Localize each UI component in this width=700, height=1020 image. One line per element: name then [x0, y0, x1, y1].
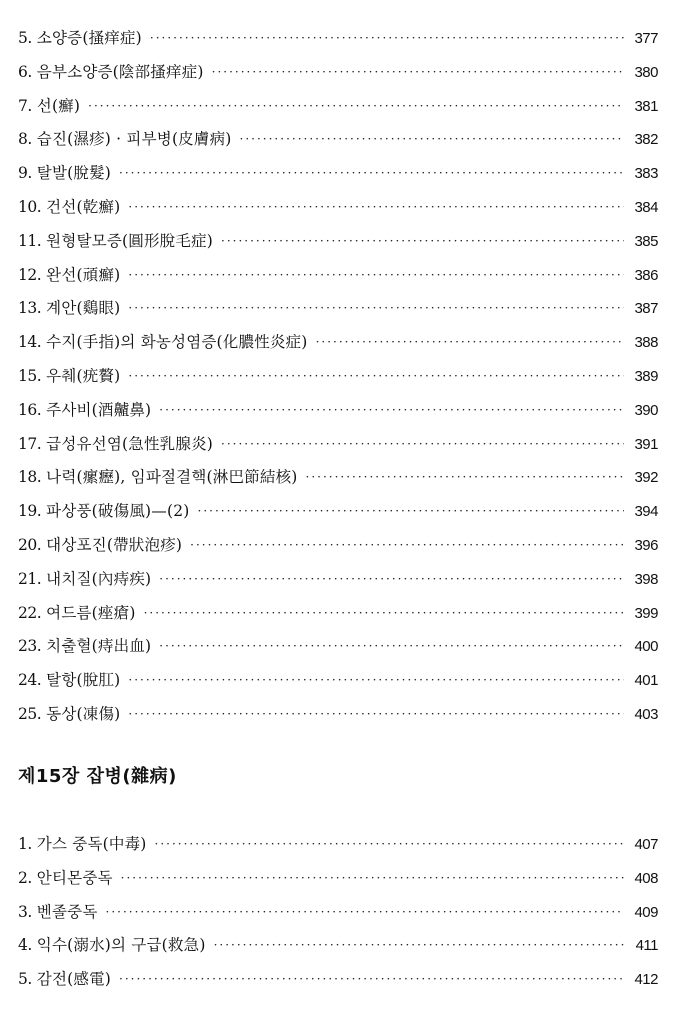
entry-number: 15.: [18, 366, 42, 385]
dot-leader: [316, 326, 624, 360]
toc-entry[interactable]: [18, 22, 658, 56]
entry-title: 여드름(痤瘡): [46, 603, 136, 622]
entry-title: 소양증(搔痒症): [36, 29, 142, 47]
toc-entry[interactable]: [18, 896, 658, 930]
entry-page-number: 389: [634, 367, 658, 385]
entry-number: 6.: [18, 62, 32, 81]
entry-title: 우췌(疣贅): [46, 366, 121, 385]
toc-entry[interactable]: [18, 292, 658, 326]
entry-number: 11.: [18, 231, 42, 250]
dot-leader: [159, 563, 624, 597]
toc-entry[interactable]: [18, 828, 658, 862]
dot-leader: [190, 529, 624, 563]
entry-title: 선(癬): [36, 96, 81, 115]
entry-title: 탈발(脫髮): [36, 164, 112, 183]
dot-leader: [88, 90, 624, 124]
dot-leader: [214, 929, 624, 963]
entry-number: 7.: [18, 96, 32, 115]
toc-entry[interactable]: [18, 225, 658, 259]
entry-page-number: 390: [634, 401, 658, 419]
entry-title: 벤졸중독: [36, 902, 98, 921]
entry-page-number: 380: [634, 63, 658, 81]
toc-entry[interactable]: [18, 428, 658, 462]
entry-page-number: 383: [634, 165, 658, 183]
entry-title: 완선(頑癬): [46, 265, 121, 284]
entry-page-number: 377: [634, 30, 658, 47]
toc-entry[interactable]: [18, 157, 658, 191]
entry-page-number: 412: [634, 971, 658, 989]
entry-number: 14.: [18, 333, 42, 352]
toc-entry[interactable]: [18, 56, 658, 90]
toc-entry[interactable]: [18, 326, 658, 360]
entry-number: 21.: [18, 569, 42, 588]
dot-leader: [240, 123, 624, 157]
toc-entry[interactable]: [18, 394, 658, 428]
entry-number: 5.: [18, 970, 32, 989]
dot-leader: [128, 191, 624, 225]
dot-leader: [121, 862, 624, 896]
entry-page-number: 398: [634, 570, 658, 588]
entry-title: 치출혈(痔出血): [46, 637, 152, 656]
entry-number: 22.: [18, 603, 42, 622]
toc-entry[interactable]: [18, 963, 658, 997]
entry-page-number: 408: [634, 869, 658, 887]
toc-list-chapter14-continued: [18, 22, 658, 732]
entry-number: 10.: [18, 197, 42, 216]
dot-leader: [128, 259, 624, 293]
entry-number: 9.: [18, 164, 32, 183]
entry-page-number: 409: [634, 903, 658, 921]
entry-number: 23.: [18, 637, 42, 656]
toc-entry[interactable]: [18, 259, 658, 293]
entry-number: 25.: [18, 704, 42, 723]
toc-entry[interactable]: [18, 929, 658, 963]
entry-title: 가스 중독(中毒): [36, 835, 147, 853]
dot-leader: [159, 394, 624, 428]
entry-number: 20.: [18, 535, 42, 554]
dot-leader: [128, 664, 624, 698]
entry-page-number: 388: [634, 334, 658, 352]
toc-entry[interactable]: [18, 862, 658, 896]
entry-title: 급성유선염(急性乳腺炎): [46, 434, 214, 453]
toc-entry[interactable]: [18, 360, 658, 394]
entry-page-number: 387: [634, 300, 658, 318]
dot-leader: [106, 896, 625, 930]
entry-number: 4.: [18, 936, 32, 955]
dot-leader: [155, 828, 624, 862]
entry-title: 대상포진(帶狀泡疹): [46, 535, 183, 554]
entry-number: 13.: [18, 299, 42, 318]
entry-page-number: 396: [634, 536, 658, 554]
toc-entry[interactable]: [18, 597, 658, 631]
entry-page-number: 400: [634, 638, 658, 656]
dot-leader: [119, 963, 624, 997]
toc-entry[interactable]: [18, 529, 658, 563]
entry-title: 안티몬중독: [36, 868, 113, 887]
entry-number: 24.: [18, 671, 42, 690]
entry-page-number: 401: [634, 672, 658, 690]
entry-page-number: 403: [634, 705, 658, 723]
toc-entry[interactable]: [18, 664, 658, 698]
entry-number: 8.: [18, 130, 32, 149]
entry-page-number: 411: [635, 937, 658, 955]
toc-entry[interactable]: [18, 630, 658, 664]
entry-title: 원형탈모증(圓形脫毛症): [46, 231, 214, 250]
entry-title: 나력(瘰癧), 임파절결핵(淋巴節結核): [46, 468, 298, 487]
entry-number: 5.: [18, 29, 32, 47]
entry-title: 탈항(脫肛): [46, 671, 121, 690]
entry-page-number: 407: [634, 836, 658, 853]
entry-number: 18.: [18, 468, 42, 487]
entry-number: 2.: [18, 868, 32, 887]
dot-leader: [198, 495, 624, 529]
dot-leader: [144, 597, 624, 631]
entry-title: 익수(溺水)의 구급(救急): [36, 936, 206, 955]
dot-leader: [212, 56, 624, 90]
toc-entry[interactable]: [18, 191, 658, 225]
toc-entry[interactable]: [18, 698, 658, 732]
entry-title: 건선(乾癬): [46, 197, 121, 216]
dot-leader: [128, 292, 624, 326]
toc-entry[interactable]: [18, 461, 658, 495]
entry-page-number: 384: [634, 198, 658, 216]
entry-number: 19.: [18, 502, 42, 521]
entry-number: 17.: [18, 434, 42, 453]
entry-number: 12.: [18, 265, 42, 284]
dot-leader: [128, 698, 624, 732]
dot-leader: [119, 157, 624, 191]
toc-list-chapter15: [18, 828, 658, 997]
toc-entry[interactable]: [18, 123, 658, 157]
entry-title: 수지(手指)의 화농성염증(化膿性炎症): [46, 333, 308, 352]
dot-leader: [306, 461, 624, 495]
entry-title: 내치질(內痔疾): [46, 569, 152, 588]
entry-page-number: 399: [634, 604, 658, 622]
entry-page-number: 391: [634, 435, 658, 453]
entry-title: 음부소양증(陰部搔痒症): [36, 62, 204, 81]
dot-leader: [221, 225, 624, 259]
entry-title: 파상풍(破傷風)—(2): [46, 502, 190, 521]
entry-title: 계안(鷄眼): [46, 299, 121, 318]
entry-page-number: 385: [634, 232, 658, 250]
entry-number: 3.: [18, 902, 32, 921]
dot-leader: [159, 630, 624, 664]
toc-entry[interactable]: [18, 90, 658, 124]
entry-title: 동상(凍傷): [46, 704, 121, 723]
entry-title: 습진(濕疹) · 피부병(皮膚病): [36, 130, 232, 149]
entry-page-number: 382: [634, 131, 658, 149]
dot-leader: [150, 22, 624, 56]
chapter-heading: 제15장 잡병(雜病): [18, 766, 177, 787]
dot-leader: [128, 360, 624, 394]
entry-page-number: 386: [634, 266, 658, 284]
entry-page-number: 392: [634, 469, 658, 487]
entry-page-number: 381: [634, 97, 658, 115]
dot-leader: [221, 428, 624, 462]
toc-entry[interactable]: [18, 563, 658, 597]
toc-entry[interactable]: [18, 495, 658, 529]
entry-page-number: 394: [634, 503, 658, 521]
entry-number: 16.: [18, 400, 42, 419]
entry-title: 주사비(酒齇鼻): [46, 400, 152, 419]
entry-title: 감전(感電): [36, 970, 112, 989]
entry-number: 1.: [18, 835, 32, 853]
